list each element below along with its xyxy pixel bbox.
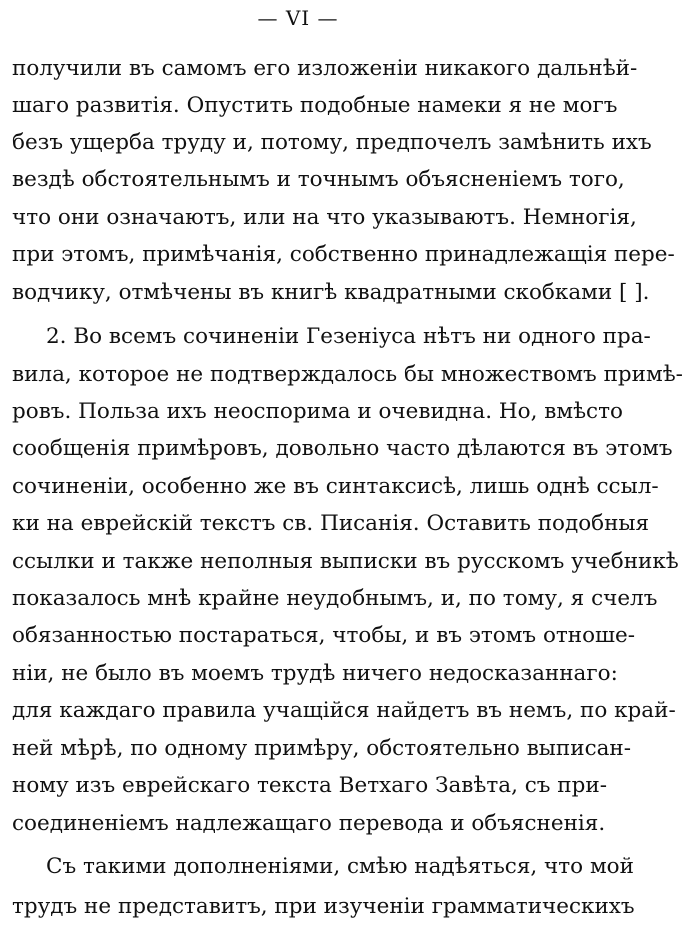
text-line: шаго развитія. Опустить подобные намеки я не могъ xyxy=(12,93,618,118)
text-line: безъ ущерба труду и, потому, предпочелъ замѣнить ихъ xyxy=(12,130,652,155)
text-line: ней мѣрѣ, по одному примѣру, обстоятельно выписан- xyxy=(12,736,632,761)
text-line: ровъ. Польза ихъ неоспорима и очевидна. Но, вмѣсто xyxy=(12,399,623,424)
text-line: при этомъ, примѣчанія, собственно принадлежащія пере- xyxy=(12,242,675,267)
text-line: вила, которое не подтверждалось бы множествомъ примѣ- xyxy=(12,362,683,387)
text-line: вездѣ обстоятельнымъ и точнымъ объясненіемъ того, xyxy=(12,167,625,192)
text-line: ному изъ еврейскаго текста Ветхаго Завѣта, съ при- xyxy=(12,773,607,798)
paragraph-start-line: Съ такими дополненіями, смѣю надѣяться, что мой xyxy=(46,854,634,879)
text-line: для каждаго правила учащійся найдетъ въ немъ, по край- xyxy=(12,698,676,723)
text-line: обязанностью постараться, чтобы, и въ этомъ отноше- xyxy=(12,623,636,648)
text-line: сочиненіи, особенно же въ синтаксисѣ, лишь однѣ ссыл- xyxy=(12,474,659,499)
paragraph-start-line: 2. Во всемъ сочиненіи Гезеніуса нѣтъ ни одного пра- xyxy=(46,324,651,349)
text-line: показалось мнѣ крайне неудобнымъ, и, по тому, я счелъ xyxy=(12,586,658,611)
text-line: ссылки и также неполныя выписки въ русскомъ учебникѣ xyxy=(12,549,679,574)
text-line: сообщенія примѣровъ, довольно часто дѣлаются въ этомъ xyxy=(12,436,673,461)
text-line: что они означаютъ, или на что указываютъ. Немногія, xyxy=(12,205,637,230)
text-line: ніи, не было въ моемъ трудѣ ничего недосказаннаго: xyxy=(12,661,618,686)
text-line: получили въ самомъ его изложеніи никакого дальнѣй- xyxy=(12,56,638,81)
text-line: трудъ не представитъ, при изученіи грамматическихъ xyxy=(12,894,635,919)
text-line: ки на еврейскій текстъ св. Писанія. Оставить подобныя xyxy=(12,511,650,536)
text-line: водчику, отмѣчены въ книгѣ квадратными скобками [ ]. xyxy=(12,280,650,305)
page-number-header: — VI — xyxy=(257,6,339,30)
text-line: соединеніемъ надлежащаго перевода и объясненія. xyxy=(12,811,606,836)
